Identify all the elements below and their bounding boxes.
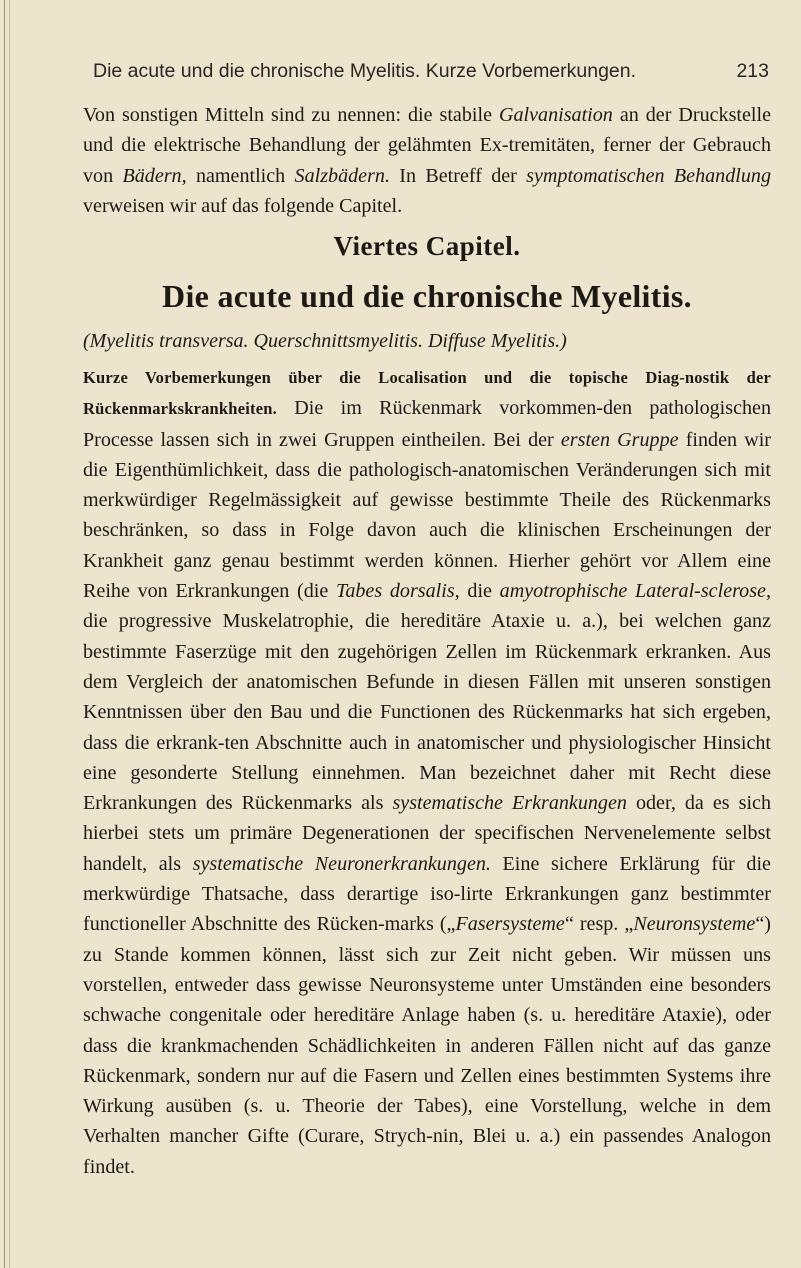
text-run: die progressive Muskelatrophie, die hereditäre Ataxie u. a.), bei welchen ganz bestimmte Faserzüge mit den zugehörigen Zellen im Rückenmark erkranken. Aus dem Vergleich der anatomischen Befunde in diesen Fällen mit unseren sonstigen Kenntnissen über den Bau und die Functionen des Rückenmarks hat sich ergeben, dass die erkrank-ten Abschnitte auch in anatomischer und physiologischer Hinsicht eine gesonderte Stellung einnehmen. Man bezeichnet daher mit Recht diese Erkrankungen des Rückenmarks als: [83, 610, 771, 815]
paragraph-therapy: [83, 100, 771, 221]
emphasis: Salzbädern.: [294, 164, 390, 187]
emphasis: symptomatischen Behandlung: [526, 164, 771, 187]
page-gutter-line: [9, 0, 10, 1268]
emphasis: systematische Erkrankungen: [392, 792, 627, 815]
text-run: “) zu Stande kommen können, lässt sich zur Zeit nicht geben. Wir müssen uns vorstellen, entweder dass gewisse Neuronsysteme unter Umständen eine besonders schwache congenitale oder hereditäre Anlage haben (s. u. hereditäre Ataxie), oder dass die krankmachenden Schädlichkeiten in anderen Fällen nicht auf das ganze Rückenmark, sondern nur auf die Fasern und Zellen eines bestimmten Systems ihre Wirkung ausüben (s. u. Theorie der Tabes), eine Vorstellung, welche in dem Verhalten mancher Gifte (Curare, Strych-nin, Blei u. a.) ein passendes Analogon findet.: [83, 913, 771, 1178]
emphasis: amyotrophische Lateral-sclerose,: [499, 580, 771, 603]
text-run: finden wir die Eigenthümlichkeit, dass die pathologisch-anatomischen Veränderungen sich mit merkwürdiger Regelmässigkeit auf gewisse bestimmte Theile des Rückenmarks beschränken, so dass in Folge davon auch die klinischen Erscheinungen der Krankheit ganz genau bestimmt werden können. Hierher gehört vor Allem eine Reihe von Erkrankungen (die: [83, 428, 771, 603]
text-run: In Betreff der: [390, 164, 527, 187]
text-run: namentlich: [186, 164, 295, 187]
emphasis: Galvanisation: [498, 104, 613, 126]
emphasis: systematische Neuronerkrankungen.: [192, 852, 491, 875]
running-title: Die acute und die chronische Myelitis. Kurze Vorbemerkungen.: [93, 60, 637, 82]
emphasis: Fasersysteme: [455, 913, 565, 936]
text-run: Eine sichere Erklärung für die merkwürdige Thatsache, dass derartige iso-lirte Erkrankungen ganz bestimmter functioneller Abschnitte des Rücken-marks („: [83, 852, 771, 936]
text-run: Die im Rückenmark vorkommen-den pathologischen Processe lassen sich in zwei Gruppen eintheilen. Bei der: [83, 397, 771, 451]
text-run: die: [459, 580, 500, 603]
page-number: 213: [736, 60, 769, 82]
section-lead-heading: Kurze Vorbemerkungen über die Localisation und die topische Diag-nostik der Rückenmarkskrankheiten.: [83, 368, 771, 419]
emphasis: Neuronsysteme: [633, 913, 756, 936]
paragraph-localisation: [83, 362, 771, 1182]
running-header: [83, 60, 771, 90]
page-gutter-line: [4, 0, 5, 1268]
emphasis: ersten Gruppe: [560, 428, 679, 451]
text-run: “ resp. „: [564, 913, 634, 936]
chapter-heading: Viertes Capitel.: [333, 231, 521, 261]
text-run: oder, da es sich hierbei stets um primäre Degenerationen der specifischen Nervenelemente selbst handelt, als: [83, 792, 771, 875]
text-run: verweisen wir auf das folgende Capitel.: [83, 194, 403, 217]
chapter-subtitle: (Myelitis transversa. Querschnittsmyelitis. Diffuse Myelitis.): [83, 330, 567, 352]
text-run: an der Druckstelle und die elektrische Behandlung der gelähmten Ex-tremitäten, ferner der Gebrauch von: [83, 104, 772, 187]
emphasis: Bädern,: [122, 164, 187, 187]
chapter-title: Die acute und die chronische Myelitis.: [162, 278, 692, 314]
emphasis: Tabes dorsalis,: [335, 580, 460, 603]
text-run: Von sonstigen Mitteln sind zu nennen: die stabile: [83, 104, 499, 126]
